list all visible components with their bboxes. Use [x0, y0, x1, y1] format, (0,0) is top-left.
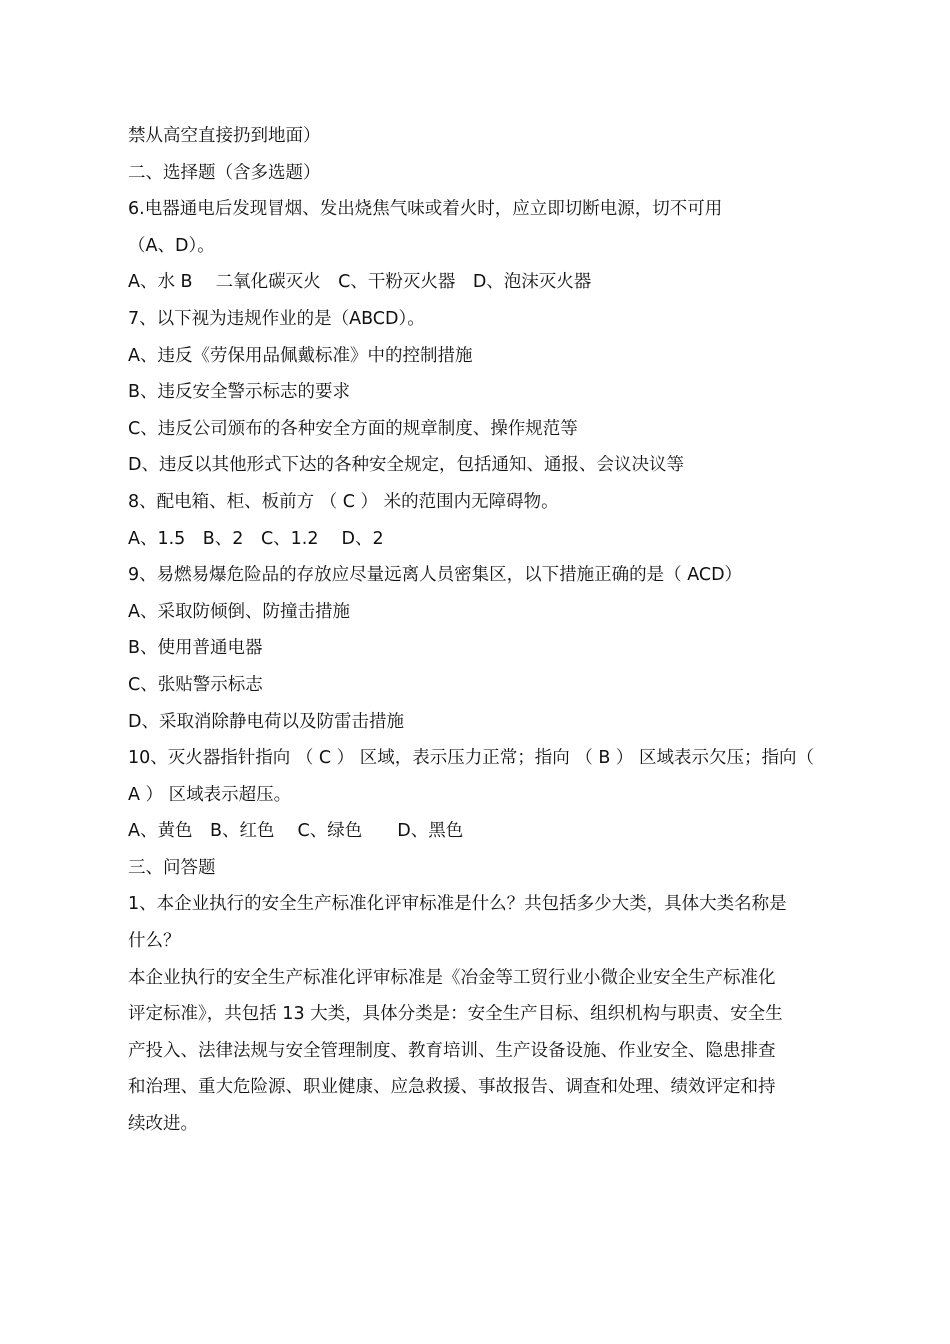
answer-line: 本企业执行的安全生产标准化评审标准是《冶金等工贸行业小微企业安全生产标准化	[128, 967, 776, 988]
option-line: D、采取消除静电荷以及防雷击措施	[128, 711, 404, 732]
option-line: D、违反以其他形式下达的各种安全规定，包括通知、通报、会议决议等	[128, 455, 684, 476]
question-line: 9、易燃易爆危险品的存放应尽量远离人员密集区，以下措施正确的是（ ACD）	[128, 565, 743, 586]
text-line: 禁从高空直接扔到地面）	[128, 126, 321, 146]
question-line: 8、配电箱、柜、板前方 （ C ） 米的范围内无障碍物。	[128, 491, 559, 512]
options-line: A、黄色 B、红色 C、绿色 D、黑色	[128, 821, 464, 842]
option-line: B、违反安全警示标志的要求	[128, 382, 351, 403]
question-line: 6.电器通电后发现冒烟、发出烧焦气味或着火时，应立即切断电源，切不可用	[128, 199, 723, 220]
answer-line: （A、D）。	[128, 235, 215, 256]
question-line: 什么？	[128, 931, 181, 952]
option-line: B、使用普通电器	[128, 638, 263, 659]
section-heading: 三、问答题	[128, 857, 216, 878]
answer-line: 和治理、重大危险源、职业健康、应急救援、事故报告、调查和处理、绩效评定和持	[128, 1077, 776, 1098]
answer-line: 续改进。	[128, 1114, 198, 1135]
options-line: A、1.5 B、2 C、1.2 D、2	[128, 528, 384, 549]
answer-line: 评定标准》，共包括 13 大类，具体分类是：安全生产目标、组织机构与职责、安全生	[128, 1004, 783, 1025]
option-line: A、采取防倾倒、防撞击措施	[128, 601, 350, 622]
option-line: C、违反公司颁布的各种安全方面的规章制度、操作规范等	[128, 418, 578, 439]
document-body	[128, 118, 852, 1143]
answer-line: 产投入、法律法规与安全管理制度、教育培训、生产设备设施、作业安全、隐患排查	[128, 1040, 776, 1061]
question-line: 7、以下视为违规作业的是（ABCD）。	[128, 308, 425, 329]
question-line: 1、本企业执行的安全生产标准化评审标准是什么？共包括多少大类，具体大类名称是	[128, 894, 787, 915]
question-line: 10、灭火器指针指向 （ C ） 区域，表示压力正常；指向 （ B ） 区域表示欠压；指向（	[128, 748, 814, 769]
option-line: C、张贴警示标志	[128, 674, 263, 695]
section-heading: 二、选择题（含多选题）	[128, 162, 321, 183]
option-line: A、违反《劳保用品佩戴标准》中的控制措施	[128, 345, 473, 366]
options-line: A、水 B 二氧化碳灭火 C、干粉灭火器 D、泡沫灭火器	[128, 272, 592, 293]
question-line: A ） 区域表示超压。	[128, 784, 292, 805]
